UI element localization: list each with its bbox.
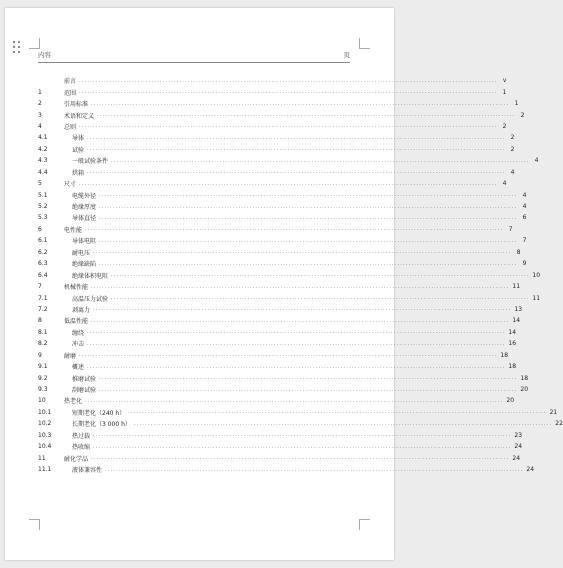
toc-entry-title: 试验 (72, 146, 85, 154)
toc-header-contents: 内容 (38, 51, 51, 59)
toc-entry[interactable] (38, 132, 515, 143)
toc-leader-dots: ...................................................................................................................................................... (87, 340, 506, 347)
toc-leader-dots: ...................................................................................................................................................... (79, 89, 498, 96)
toc-entry-number: 4 (38, 122, 42, 130)
toc-entry-title: 热过载 (72, 432, 91, 440)
toc-entry-title: 前言 (64, 78, 77, 86)
toc-entry-page: 22 (555, 420, 563, 428)
toc-entry-page: 1 (514, 100, 519, 108)
toc-entry-title: 缠绕 (72, 329, 85, 337)
toc-entry-number: 5.3 (38, 214, 48, 222)
toc-entry-title: 长期老化（3 000 h） (72, 421, 131, 429)
toc-entry-title: 机械性能 (64, 284, 89, 292)
toc-header (38, 50, 350, 63)
toc-entry-page: 6 (522, 214, 527, 222)
toc-entry-number: 2 (38, 100, 42, 108)
toc-entry-title: 烘箱 (72, 169, 85, 177)
toc-leader-dots: ...................................................................................................................................................... (111, 157, 530, 164)
toc-entry-page: 20 (520, 386, 529, 394)
toc-leader-dots: ...................................................................................................................................................... (99, 386, 518, 393)
toc-entry-title: 导体电阻 (72, 238, 97, 246)
toc-entry-page: 18 (500, 351, 509, 359)
toc-entry-page: 11 (532, 294, 541, 302)
toc-entry-title: 耐磨 (64, 352, 77, 360)
toc-entry-page: 8 (516, 248, 521, 256)
toc-entry[interactable] (38, 281, 521, 292)
toc-entry-number: 7.1 (38, 294, 48, 302)
toc-entry-number: 6.3 (38, 260, 48, 268)
toc-entry-page: 1 (502, 88, 507, 96)
toc-entry[interactable] (38, 121, 507, 132)
toc-entry-page: 9 (522, 260, 527, 268)
crop-mark-top-right (359, 38, 370, 49)
toc-entry-title: 概述 (72, 364, 85, 372)
toc-entry-number: 5.2 (38, 203, 48, 211)
toc-entry-number: 10.3 (38, 431, 52, 439)
toc-entry[interactable] (38, 212, 527, 223)
toc-leader-dots: ...................................................................................................................................................... (128, 409, 547, 416)
toc-entry-page: 2 (510, 134, 515, 142)
toc-entry-title: 导体直径 (72, 215, 97, 223)
toc-leader-dots: ...................................................................................................................................................... (79, 180, 498, 187)
toc-entry[interactable] (38, 418, 563, 429)
document-page (5, 8, 563, 560)
crop-mark-top-left (29, 38, 40, 49)
toc-entry-number: 6.2 (38, 248, 48, 256)
toc-entry-page: 2 (510, 145, 515, 153)
toc-leader-dots: ...................................................................................................................................................... (133, 420, 553, 427)
toc-entry[interactable] (38, 338, 517, 349)
toc-entry[interactable] (38, 384, 529, 395)
toc-entry-page: 7 (522, 237, 527, 245)
toc-entry[interactable] (38, 361, 517, 372)
toc-entry[interactable] (38, 372, 529, 383)
toc-entry-number: 8.2 (38, 340, 48, 348)
toc-entry-title: 低温性能 (64, 318, 89, 326)
toc-leader-dots: ...................................................................................................................................................... (87, 134, 506, 141)
toc-entry-page: 16 (508, 340, 517, 348)
toc-entry-page: 2 (520, 111, 525, 119)
toc-leader-dots: ...................................................................................................................................................... (99, 214, 518, 221)
toc-entry-page: 24 (526, 466, 535, 474)
toc-entry[interactable] (38, 144, 515, 155)
toc-leader-dots: ...................................................................................................................................................... (79, 123, 498, 130)
toc-entry[interactable] (38, 235, 527, 246)
table-move-handle-icon[interactable] (12, 40, 22, 54)
toc-leader-dots: ...................................................................................................................................................... (85, 226, 504, 233)
toc-entry-title: 刮磨试验 (72, 387, 97, 395)
toc-leader-dots: ...................................................................................................................................................... (79, 77, 498, 84)
toc-entry-page: 4 (522, 191, 527, 199)
toc-entry-title: 绝缘体积电阻 (72, 272, 109, 280)
toc-entry-title: 范围 (64, 89, 77, 97)
toc-entry-title: 绝缘缺陷 (72, 261, 97, 269)
toc-leader-dots: ...................................................................................................................................................... (93, 432, 512, 439)
toc-entry-number: 8 (38, 317, 42, 325)
toc-entry-title: 绝缘厚度 (72, 204, 97, 212)
toc-entry-number: 10.2 (38, 420, 52, 428)
toc-leader-dots: ...................................................................................................................................................... (87, 169, 506, 176)
toc-entry[interactable] (38, 292, 541, 303)
toc-entry-number: 10 (38, 397, 46, 405)
toc-entry-title: 耐电压 (72, 249, 91, 257)
toc-entry-number: 5 (38, 180, 42, 188)
toc-leader-dots: ...................................................................................................................................................... (85, 397, 504, 404)
toc-entry-number: 4.4 (38, 168, 48, 176)
toc-entry-title: 术语和定义 (64, 112, 95, 120)
toc-entry-page: 18 (520, 374, 529, 382)
table-of-contents (38, 75, 563, 475)
toc-entry-page: 14 (512, 317, 521, 325)
toc-entry-number: 6 (38, 225, 42, 233)
toc-entry[interactable] (38, 464, 535, 475)
toc-entry-page: 7 (508, 225, 513, 233)
toc-entry-page: 11 (512, 283, 521, 291)
toc-entry-title: 热收缩 (72, 444, 91, 452)
toc-entry[interactable] (38, 304, 523, 315)
crop-mark-bottom-left (29, 519, 40, 530)
toc-header-page: 页 (343, 51, 350, 59)
toc-entry-number: 9.2 (38, 374, 48, 382)
toc-entry-number: 1 (38, 88, 42, 96)
toc-entry-title: 耐化学品 (64, 455, 89, 463)
toc-entry-number: 11.1 (38, 466, 52, 474)
toc-entry-number: 4.2 (38, 145, 48, 153)
toc-entry-title: 总则 (64, 123, 77, 131)
toc-entry-page: 2 (502, 122, 507, 130)
toc-entry-number: 3 (38, 111, 42, 119)
toc-entry-title: 剥离力 (72, 306, 91, 314)
toc-entry[interactable] (38, 258, 527, 269)
toc-entry[interactable] (38, 441, 523, 452)
toc-entry-title: 高温压力试验 (72, 295, 109, 303)
toc-entry[interactable] (38, 201, 527, 212)
toc-entry[interactable] (38, 75, 507, 86)
toc-entry[interactable] (38, 430, 523, 441)
toc-entry-page: 4 (534, 157, 539, 165)
toc-entry[interactable] (38, 315, 521, 326)
toc-entry-number: 9 (38, 351, 42, 359)
toc-entry[interactable] (38, 178, 507, 189)
toc-entry-title: 短期老化（240 h） (72, 409, 126, 417)
toc-entry-page: 24 (512, 454, 521, 462)
toc-leader-dots: ...................................................................................................................................................... (87, 329, 506, 336)
toc-entry-number: 9.1 (38, 363, 48, 371)
toc-entry[interactable] (38, 247, 521, 258)
toc-entry-title: 一般试验条件 (72, 158, 109, 166)
toc-entry-page: 4 (510, 168, 515, 176)
toc-entry[interactable] (38, 189, 527, 200)
toc-leader-dots: ...................................................................................................................................................... (99, 203, 518, 210)
crop-mark-bottom-right (359, 519, 370, 530)
toc-leader-dots: ...................................................................................................................................................... (91, 455, 510, 462)
toc-entry-number: 5.1 (38, 191, 48, 199)
toc-entry-number: 9.3 (38, 386, 48, 394)
toc-entry[interactable] (38, 109, 525, 120)
toc-leader-dots: ...................................................................................................................................................... (99, 260, 518, 267)
toc-entry[interactable] (38, 167, 515, 178)
toc-leader-dots: ...................................................................................................................................................... (97, 112, 516, 119)
toc-entry[interactable] (38, 98, 519, 109)
toc-entry-title: 热老化 (64, 398, 83, 406)
toc-entry-page: 24 (514, 443, 523, 451)
toc-entry[interactable] (38, 407, 558, 418)
toc-entry-title: 电缆外径 (72, 192, 97, 200)
toc-entry[interactable] (38, 327, 517, 338)
toc-entry-page: v (502, 77, 507, 85)
toc-entry-page: 18 (508, 363, 517, 371)
toc-leader-dots: ...................................................................................................................................................... (111, 295, 530, 302)
toc-entry-number: 4.1 (38, 134, 48, 142)
toc-leader-dots: ...................................................................................................................................................... (111, 272, 530, 279)
toc-entry-number: 11 (38, 454, 46, 462)
toc-entry-page: 14 (508, 328, 517, 336)
toc-entry-page: 13 (514, 305, 523, 313)
toc-entry[interactable] (38, 395, 515, 406)
toc-entry-page: 21 (549, 408, 558, 416)
toc-entry-page: 4 (522, 203, 527, 211)
toc-leader-dots: ...................................................................................................................................................... (99, 375, 518, 382)
toc-leader-dots: ...................................................................................................................................................... (105, 466, 524, 473)
toc-leader-dots: ...................................................................................................................................................... (87, 146, 506, 153)
toc-leader-dots: ...................................................................................................................................................... (91, 317, 510, 324)
toc-entry-title: 电性能 (64, 226, 83, 234)
toc-entry-title: 冲击 (72, 341, 85, 349)
toc-entry-page: 23 (514, 431, 523, 439)
toc-entry-number: 10.1 (38, 408, 52, 416)
toc-entry[interactable] (38, 224, 513, 235)
toc-leader-dots: ...................................................................................................................................................... (91, 100, 510, 107)
toc-entry-number: 7.2 (38, 305, 48, 313)
toc-entry-title: 导体 (72, 135, 85, 143)
toc-entry-number: 6.4 (38, 271, 48, 279)
toc-entry-title: 引用标准 (64, 101, 89, 109)
toc-entry-page: 10 (532, 271, 541, 279)
toc-leader-dots: ...................................................................................................................................................... (93, 443, 512, 450)
toc-entry-title: 尺寸 (64, 181, 77, 189)
toc-entry-number: 6.1 (38, 237, 48, 245)
toc-leader-dots: ...................................................................................................................................................... (93, 306, 512, 313)
toc-entry[interactable] (38, 86, 507, 97)
toc-entry[interactable] (38, 155, 539, 166)
toc-entry-page: 20 (506, 397, 515, 405)
toc-leader-dots: ...................................................................................................................................................... (91, 283, 510, 290)
toc-entry[interactable] (38, 350, 509, 361)
toc-leader-dots: ...................................................................................................................................................... (99, 192, 518, 199)
toc-entry-number: 8.1 (38, 328, 48, 336)
toc-entry-number: 4.3 (38, 157, 48, 165)
toc-entry[interactable] (38, 452, 521, 463)
toc-leader-dots: ...................................................................................................................................................... (87, 363, 506, 370)
toc-entry[interactable] (38, 269, 541, 280)
toc-entry-title: 液体兼容性 (72, 467, 103, 475)
toc-leader-dots: ...................................................................................................................................................... (79, 352, 498, 359)
toc-entry-number: 10.4 (38, 443, 52, 451)
toc-entry-number: 7 (38, 283, 42, 291)
toc-entry-title: 推磨试验 (72, 375, 97, 383)
toc-leader-dots: ...................................................................................................................................................... (99, 237, 518, 244)
toc-leader-dots: ...................................................................................................................................................... (93, 249, 512, 256)
toc-entry-page: 4 (502, 180, 507, 188)
